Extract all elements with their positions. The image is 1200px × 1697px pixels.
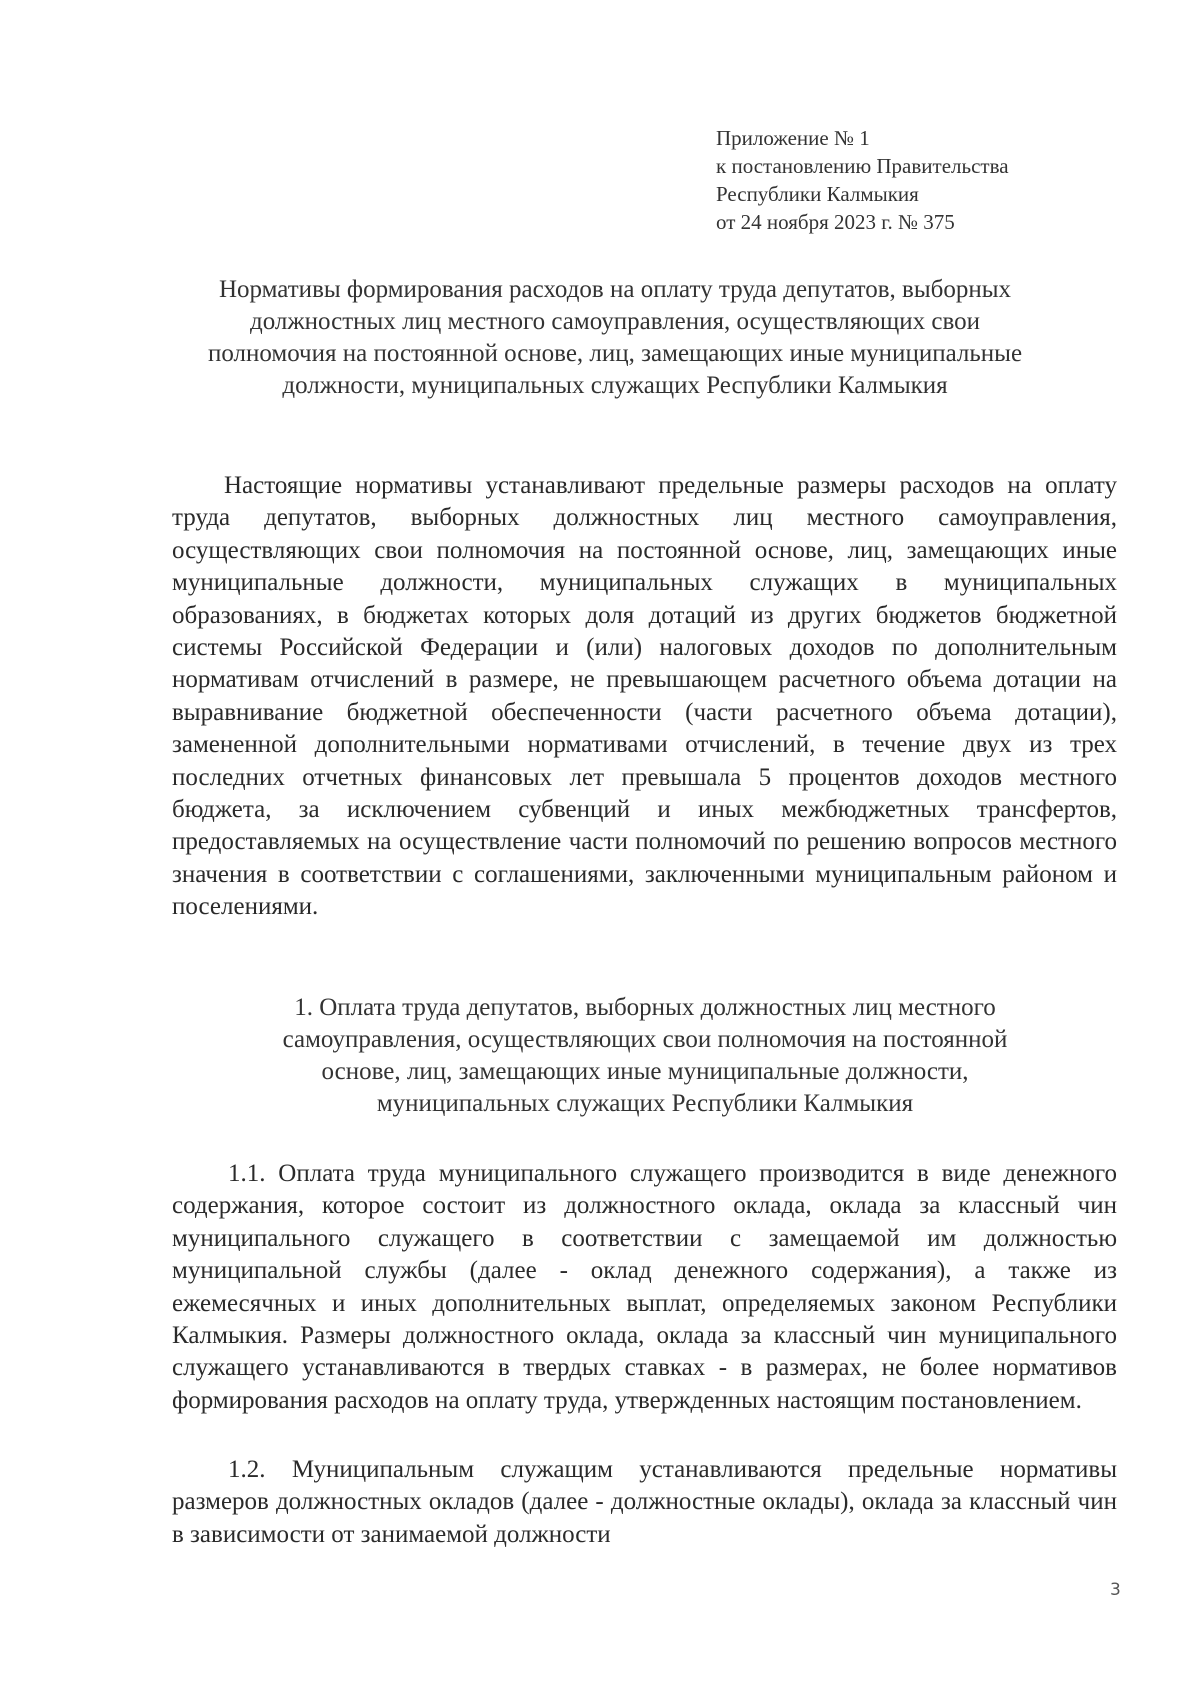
clause-1-1: 1.1. Оплата труда муниципального служащего производится в виде денежного содержания, которое состоит из должностного оклада, оклада за классный чин муниципального служащего в соответствии с замещаемой им должностью муниципальной службы (далее - оклад денежного содержания), а также из ежемесячных и иных дополнительных выплат, определяемых законом Республики Калмыкия. Размеры должностного оклада, оклада за классный чин муниципального служащего устанавливаются в твердых ставках - в размерах, не более нормативов формирования расходов на оплату труда, утвержденных настоящим постановлением.	[172, 1160, 1117, 1414]
clause-1-2: 1.2. Муниципальным служащим устанавливаются предельные нормативы размеров должностных окладов (далее - должностные оклады), оклада за классный чин в зависимости от занимаемой должности	[172, 1456, 1117, 1548]
appendix-line-2: к постановлению Правительства	[716, 154, 1009, 178]
title-line-4: должности, муниципальных служащих Республики Калмыкия	[282, 372, 948, 399]
appendix-line-1: Приложение № 1	[716, 126, 870, 150]
section-1-heading	[200, 992, 1090, 1120]
section-1-line-3: основе, лиц, замещающих иные муниципальные должности,	[321, 1058, 969, 1085]
intro-paragraph: Настоящие нормативы устанавливают предельные размеры расходов на оплату труда депутатов, выборных должностных лиц местного самоуправления, осуществляющих свои полномочия на постоянной основе, лиц, замещающих иные муниципальные должности, муниципальных служащих в муниципальных образованиях, в бюджетах которых доля дотаций из других бюджетов бюджетной системы Российской Федерации и (или) налоговых доходов по дополнительным нормативам отчислений в размере, не превышающем расчетного объема дотации на выравнивание бюджетной обеспеченности (части расчетного объема дотации), замененной дополнительными нормативами отчислений, в течение двух из трех последних отчетных финансовых лет превышала 5 процентов доходов местного бюджета, за исключением субвенций и иных межбюджетных трансфертов, предоставляемых на осуществление части полномочий по решению вопросов местного значения в соответствии с соглашениями, заключенными муниципальным районом и поселениями.	[172, 472, 1117, 921]
appendix-line-3: Республики Калмыкия	[716, 182, 919, 206]
document-title	[150, 274, 1080, 402]
section-1-line-1: 1. Оплата труда депутатов, выборных должностных лиц местного	[294, 994, 996, 1021]
title-line-1: Нормативы формирования расходов на оплату труда депутатов, выборных	[218, 276, 1012, 303]
title-line-2: должностных лиц местного самоуправления, осуществляющих свои	[249, 308, 981, 335]
title-line-3: полномочия на постоянной основе, лиц, замещающих иные муниципальные	[207, 340, 1023, 367]
page-number: 3	[1110, 1580, 1121, 1600]
appendix-reference	[716, 124, 1096, 236]
section-1-line-4: муниципальных служащих Республики Калмыкия	[376, 1090, 914, 1117]
section-1-line-2: самоуправления, осуществляющих свои полномочия на постоянной	[282, 1026, 1008, 1053]
appendix-line-4: от 24 ноября 2023 г. № 375	[716, 210, 955, 234]
